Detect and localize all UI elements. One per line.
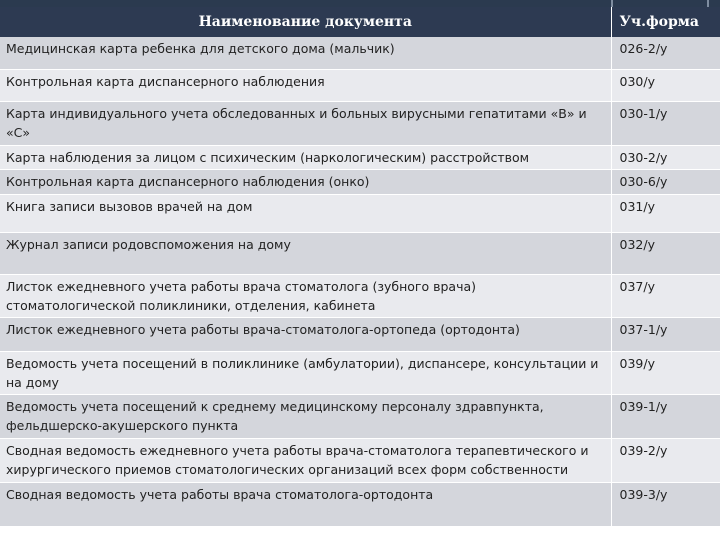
document-name-cell: Сводная ведомость учета работы врача стоматолога-ортодонта: [0, 482, 611, 526]
document-name-cell: Ведомость учета посещений к среднему медицинскому персоналу здравпункта, фельдшерско-акушерского пункта: [0, 394, 611, 438]
document-name-cell: Листок ежедневного учета работы врача-стоматолога-ортопеда (ортодонта): [0, 317, 611, 351]
form-code-cell: 030-1/у: [611, 101, 720, 145]
document-name-cell: Книга записи вызовов врачей на дом: [0, 194, 611, 232]
table-row: [0, 69, 720, 101]
form-code-cell: 026-2/у: [611, 37, 720, 69]
form-code-cell: 031/у: [611, 194, 720, 232]
document-name-cell: Ведомость учета посещений в поликлинике (амбулатории), диспансере, консультации и на дому: [0, 351, 611, 394]
form-code-cell: 030/у: [611, 69, 720, 101]
table-row: [0, 169, 720, 194]
table-row: [0, 394, 720, 438]
document-name-cell: Контрольная карта диспансерного наблюдения (онко): [0, 169, 611, 194]
table-row: [0, 438, 720, 482]
form-code-cell: 039-2/у: [611, 438, 720, 482]
form-code-cell: 032/у: [611, 232, 720, 274]
document-name-cell: Медицинская карта ребенка для детского дома (мальчик): [0, 37, 611, 69]
document-name-cell: Карта индивидуального учета обследованных и больных вирусными гепатитами «В» и «С»: [0, 101, 611, 145]
table-row: [0, 232, 720, 274]
document-name-cell: Карта наблюдения за лицом с психическим (наркологическим) расстройством: [0, 145, 611, 169]
table-row: [0, 194, 720, 232]
form-code-cell: 030-2/у: [611, 145, 720, 169]
table-row: [0, 351, 720, 394]
document-name-cell: Сводная ведомость ежедневного учета работы врача-стоматолога терапевтического и хирургического приемов стоматологических организаций всех форм собственности: [0, 438, 611, 482]
table-header-row: [0, 7, 720, 37]
document-name-cell: Контрольная карта диспансерного наблюдения: [0, 69, 611, 101]
table-row: [0, 317, 720, 351]
form-code-cell: 037/у: [611, 274, 720, 317]
header-document-name: Наименование документа: [0, 7, 611, 37]
form-code-cell: 030-6/у: [611, 169, 720, 194]
document-name-cell: Листок ежедневного учета работы врача стоматолога (зубного врача) стоматологической поликлиники, отделения, кабинета: [0, 274, 611, 317]
form-code-cell: 039-1/у: [611, 394, 720, 438]
form-code-cell: 037-1/у: [611, 317, 720, 351]
form-code-cell: 039-3/у: [611, 482, 720, 526]
table-row: [0, 101, 720, 145]
document-name-cell: Журнал записи родовспоможения на дому: [0, 232, 611, 274]
documents-table: [0, 7, 720, 527]
header-form-code: Уч.форма: [611, 7, 720, 37]
table-row: [0, 482, 720, 526]
table-row: [0, 145, 720, 169]
table-row: [0, 37, 720, 69]
form-code-cell: 039/у: [611, 351, 720, 394]
table-row: [0, 274, 720, 317]
